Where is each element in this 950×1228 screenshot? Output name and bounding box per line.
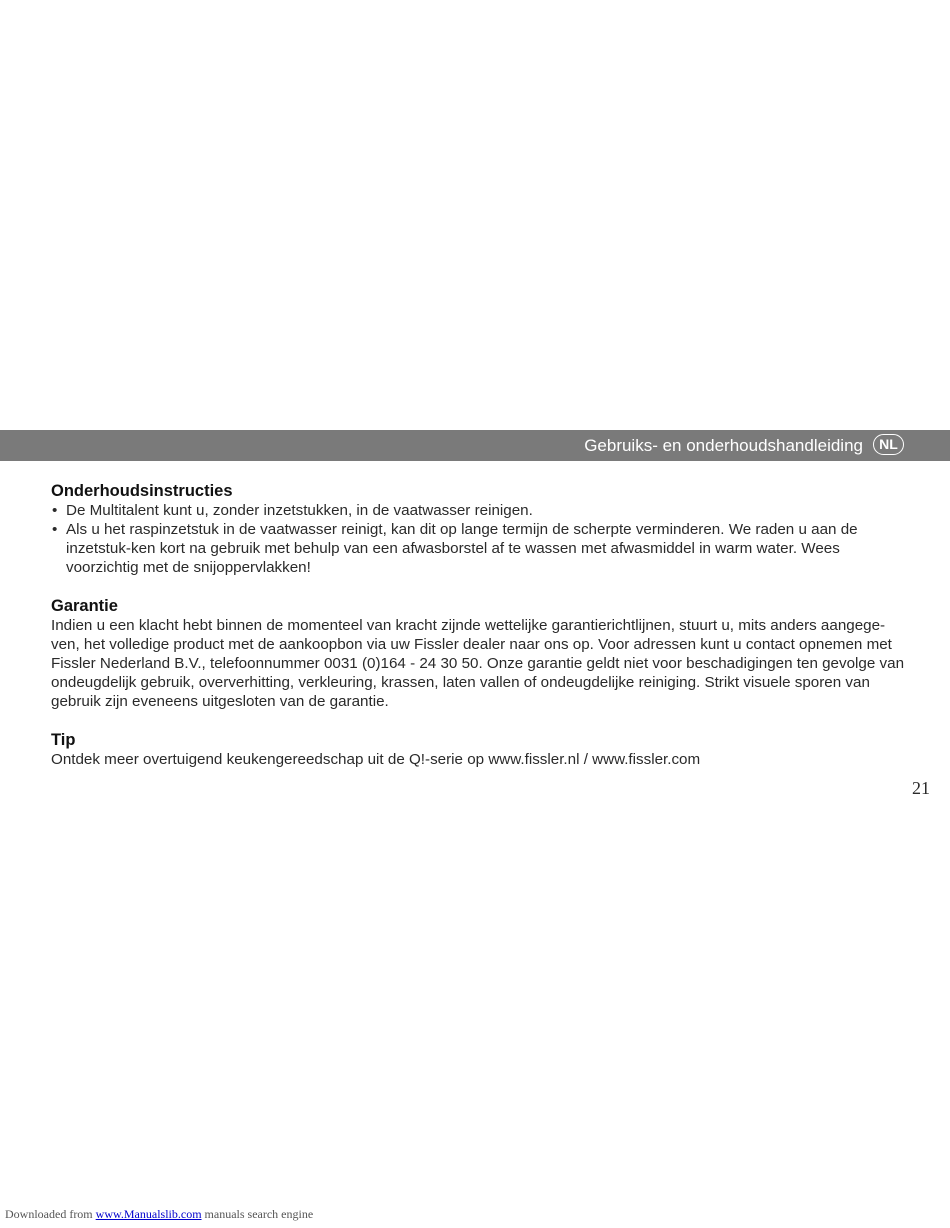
main-content: [51, 481, 911, 788]
tip-text: Ontdek meer overtuigend keukengereedschap uit de Q!-serie op www.fissler.nl / www.fissler.com: [51, 751, 701, 768]
manualslib-link[interactable]: www.Manualslib.com: [95, 1207, 202, 1221]
header-title: Gebruiks- en onderhoudshandleiding: [584, 436, 863, 455]
maintenance-heading: Onderhoudsinstructies: [51, 482, 233, 500]
footer-suffix: manuals search engine: [201, 1207, 314, 1221]
header-bar: [0, 430, 950, 461]
tip-heading: Tip: [51, 731, 76, 749]
warranty-section: [51, 596, 911, 711]
list-item: [51, 520, 911, 577]
list-item-text: Als u het raspinzetstuk in de vaatwasser reinigt, kan dit op lange termijn de scherpte verminderen. We raden u aan de inzetstuk-ken kort na gebruik met behulp van een afwasborstel af te wassen met afwasmiddel in warm water. Wees voorzichtig met de snijoppervlakken!: [66, 521, 858, 576]
footer-prefix: Downloaded from: [5, 1207, 96, 1221]
bullet-icon: •: [52, 521, 58, 538]
maintenance-section: [51, 481, 911, 577]
list-item-text: De Multitalent kunt u, zonder inzetstukken, in de vaatwasser reinigen.: [66, 502, 533, 519]
page-number: 21: [912, 778, 930, 798]
bullet-icon: •: [52, 502, 58, 519]
footer: [5, 1207, 313, 1222]
list-item: [51, 501, 911, 520]
warranty-text: Indien u een klacht hebt binnen de momenteel van kracht zijnde wettelijke garantierichtlijnen, stuurt u, mits anders aangege-ven, het volledige product met de aankoopbon via uw Fissler dealer naar ons op. Voor adressen kunt u contact opnemen met Fissler Nederland B.V., telefoonnummer 0031 (0)164 - 24 30 50. Onze garantie geldt niet voor beschadigingen ten gevolge van ondeugdelijk gebruik, oververhitting, verkleuring, krassen, laten vallen of ondeugdelijke reiniging. Strikt visuele sporen van gebruik zijn eveneens uitgesloten van de garantie.: [51, 617, 905, 710]
language-badge: NL: [873, 434, 904, 455]
tip-section: [51, 730, 911, 769]
maintenance-list: [51, 501, 911, 577]
warranty-heading: Garantie: [51, 597, 118, 615]
